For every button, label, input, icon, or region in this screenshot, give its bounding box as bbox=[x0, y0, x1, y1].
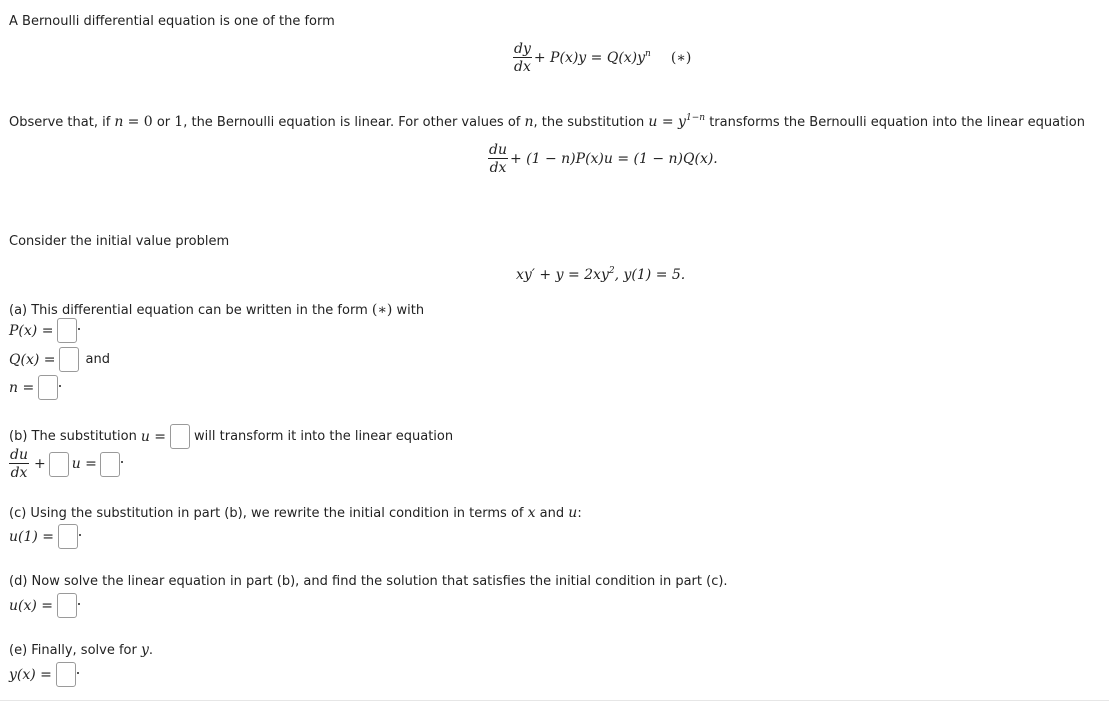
n-answer-row bbox=[9, 375, 61, 400]
u-label: u = bbox=[140, 428, 167, 445]
u-substitution: u = y bbox=[648, 114, 686, 130]
period-mark bbox=[79, 534, 81, 536]
part-b-equation-row bbox=[9, 448, 123, 480]
dy-dx-fraction bbox=[513, 42, 532, 74]
coefficient-input[interactable] bbox=[49, 452, 69, 477]
part-e-text bbox=[9, 642, 153, 658]
linear-equation-rest: + (1 − n)P(x)u = (1 − n)Q(x). bbox=[509, 151, 718, 167]
n-variable: n bbox=[114, 114, 124, 130]
part-c-prompt: (c) Using the substitution in part (b), we rewrite the initial condition in terms of bbox=[9, 506, 524, 521]
star-label: (∗) bbox=[371, 302, 393, 318]
n-equals-zero: = 0 bbox=[127, 114, 153, 130]
exponent: n bbox=[645, 49, 651, 59]
and-word: and bbox=[85, 352, 110, 367]
observe-text-3: , the substitution bbox=[533, 115, 645, 130]
yx-label: y(x) = bbox=[9, 666, 52, 683]
u-equals: u = bbox=[71, 456, 97, 472]
period-mark bbox=[78, 603, 80, 605]
equation-label: (∗) bbox=[670, 50, 692, 66]
frac-numerator: du bbox=[10, 447, 28, 463]
ux-input[interactable] bbox=[57, 593, 77, 618]
part-c-text bbox=[9, 505, 582, 521]
observe-text-4: transforms the Bernoulli equation into the linear equation bbox=[709, 115, 1085, 130]
substitution-input[interactable] bbox=[170, 424, 190, 449]
x-variable: x bbox=[527, 505, 536, 521]
ivp-lhs: xy′ + y = 2xy bbox=[516, 267, 609, 283]
part-d-text: (d) Now solve the linear equation in part (b), and find the solution that satisfies the initial condition in part (c). bbox=[9, 574, 728, 589]
with-word: with bbox=[396, 303, 425, 318]
part-b-prompt: (b) The substitution bbox=[9, 429, 137, 444]
du-dx-fraction bbox=[488, 143, 508, 175]
p-label: P(x) = bbox=[9, 322, 54, 339]
ivp-equation bbox=[516, 267, 685, 283]
part-a-prompt: (a) This differential equation can be written in the form bbox=[9, 303, 368, 318]
one-value: 1 bbox=[174, 114, 184, 130]
observe-text-1: Observe that, if bbox=[9, 115, 111, 130]
period-mark bbox=[121, 461, 123, 463]
u1-answer-row bbox=[9, 524, 81, 549]
n-input[interactable] bbox=[38, 375, 58, 400]
yx-answer-row bbox=[9, 662, 79, 687]
part-b-row bbox=[9, 424, 453, 449]
u1-input[interactable] bbox=[58, 524, 78, 549]
u-variable: u bbox=[568, 505, 578, 521]
bottom-divider bbox=[0, 700, 1109, 701]
q-input[interactable] bbox=[59, 347, 79, 372]
period-mark bbox=[78, 328, 80, 330]
frac-denominator: dx bbox=[10, 465, 28, 481]
observe-text-2: , the Bernoulli equation is linear. For other values of bbox=[183, 115, 521, 130]
bernoulli-equation bbox=[511, 42, 691, 74]
linear-equation bbox=[486, 143, 718, 175]
p-answer-row bbox=[9, 318, 80, 343]
period: . bbox=[148, 643, 154, 658]
ivp-exponent: 2 bbox=[608, 266, 615, 276]
part-a-text bbox=[9, 302, 424, 318]
intro-text: A Bernoulli differential equation is one of the form bbox=[9, 14, 335, 29]
or-word: or bbox=[156, 115, 171, 130]
and-word: and bbox=[539, 506, 565, 521]
frac-denominator: dx bbox=[489, 160, 507, 176]
rhs-input[interactable] bbox=[100, 452, 120, 477]
u-exponent: 1−n bbox=[685, 113, 706, 123]
du-dx-fraction bbox=[9, 448, 29, 480]
part-b-prompt-2: will transform it into the linear equation bbox=[194, 429, 454, 444]
ivp-initial-condition: , y(1) = 5. bbox=[614, 267, 686, 283]
ux-label: u(x) = bbox=[9, 597, 54, 614]
part-e-prompt: (e) Finally, solve for bbox=[9, 643, 137, 658]
q-answer-row bbox=[9, 347, 110, 372]
plus-sign: + bbox=[33, 456, 46, 472]
frac-numerator: du bbox=[489, 142, 507, 158]
observe-paragraph bbox=[9, 114, 1085, 130]
frac-denominator: dx bbox=[514, 59, 531, 75]
ux-answer-row bbox=[9, 593, 80, 618]
y-variable: y bbox=[140, 642, 149, 658]
frac-numerator: dy bbox=[514, 41, 531, 57]
equation-rest bbox=[534, 50, 651, 66]
n-variable-2: n bbox=[524, 114, 534, 130]
equation-rest-text: + P(x)y = Q(x)y bbox=[533, 50, 646, 66]
p-input[interactable] bbox=[57, 318, 77, 343]
n-label: n = bbox=[9, 379, 35, 396]
period-mark bbox=[77, 672, 79, 674]
consider-text: Consider the initial value problem bbox=[9, 234, 230, 249]
u1-label: u(1) = bbox=[9, 528, 55, 545]
period-mark bbox=[59, 385, 61, 387]
yx-input[interactable] bbox=[56, 662, 76, 687]
q-label: Q(x) = bbox=[9, 351, 56, 368]
colon: : bbox=[577, 506, 582, 521]
